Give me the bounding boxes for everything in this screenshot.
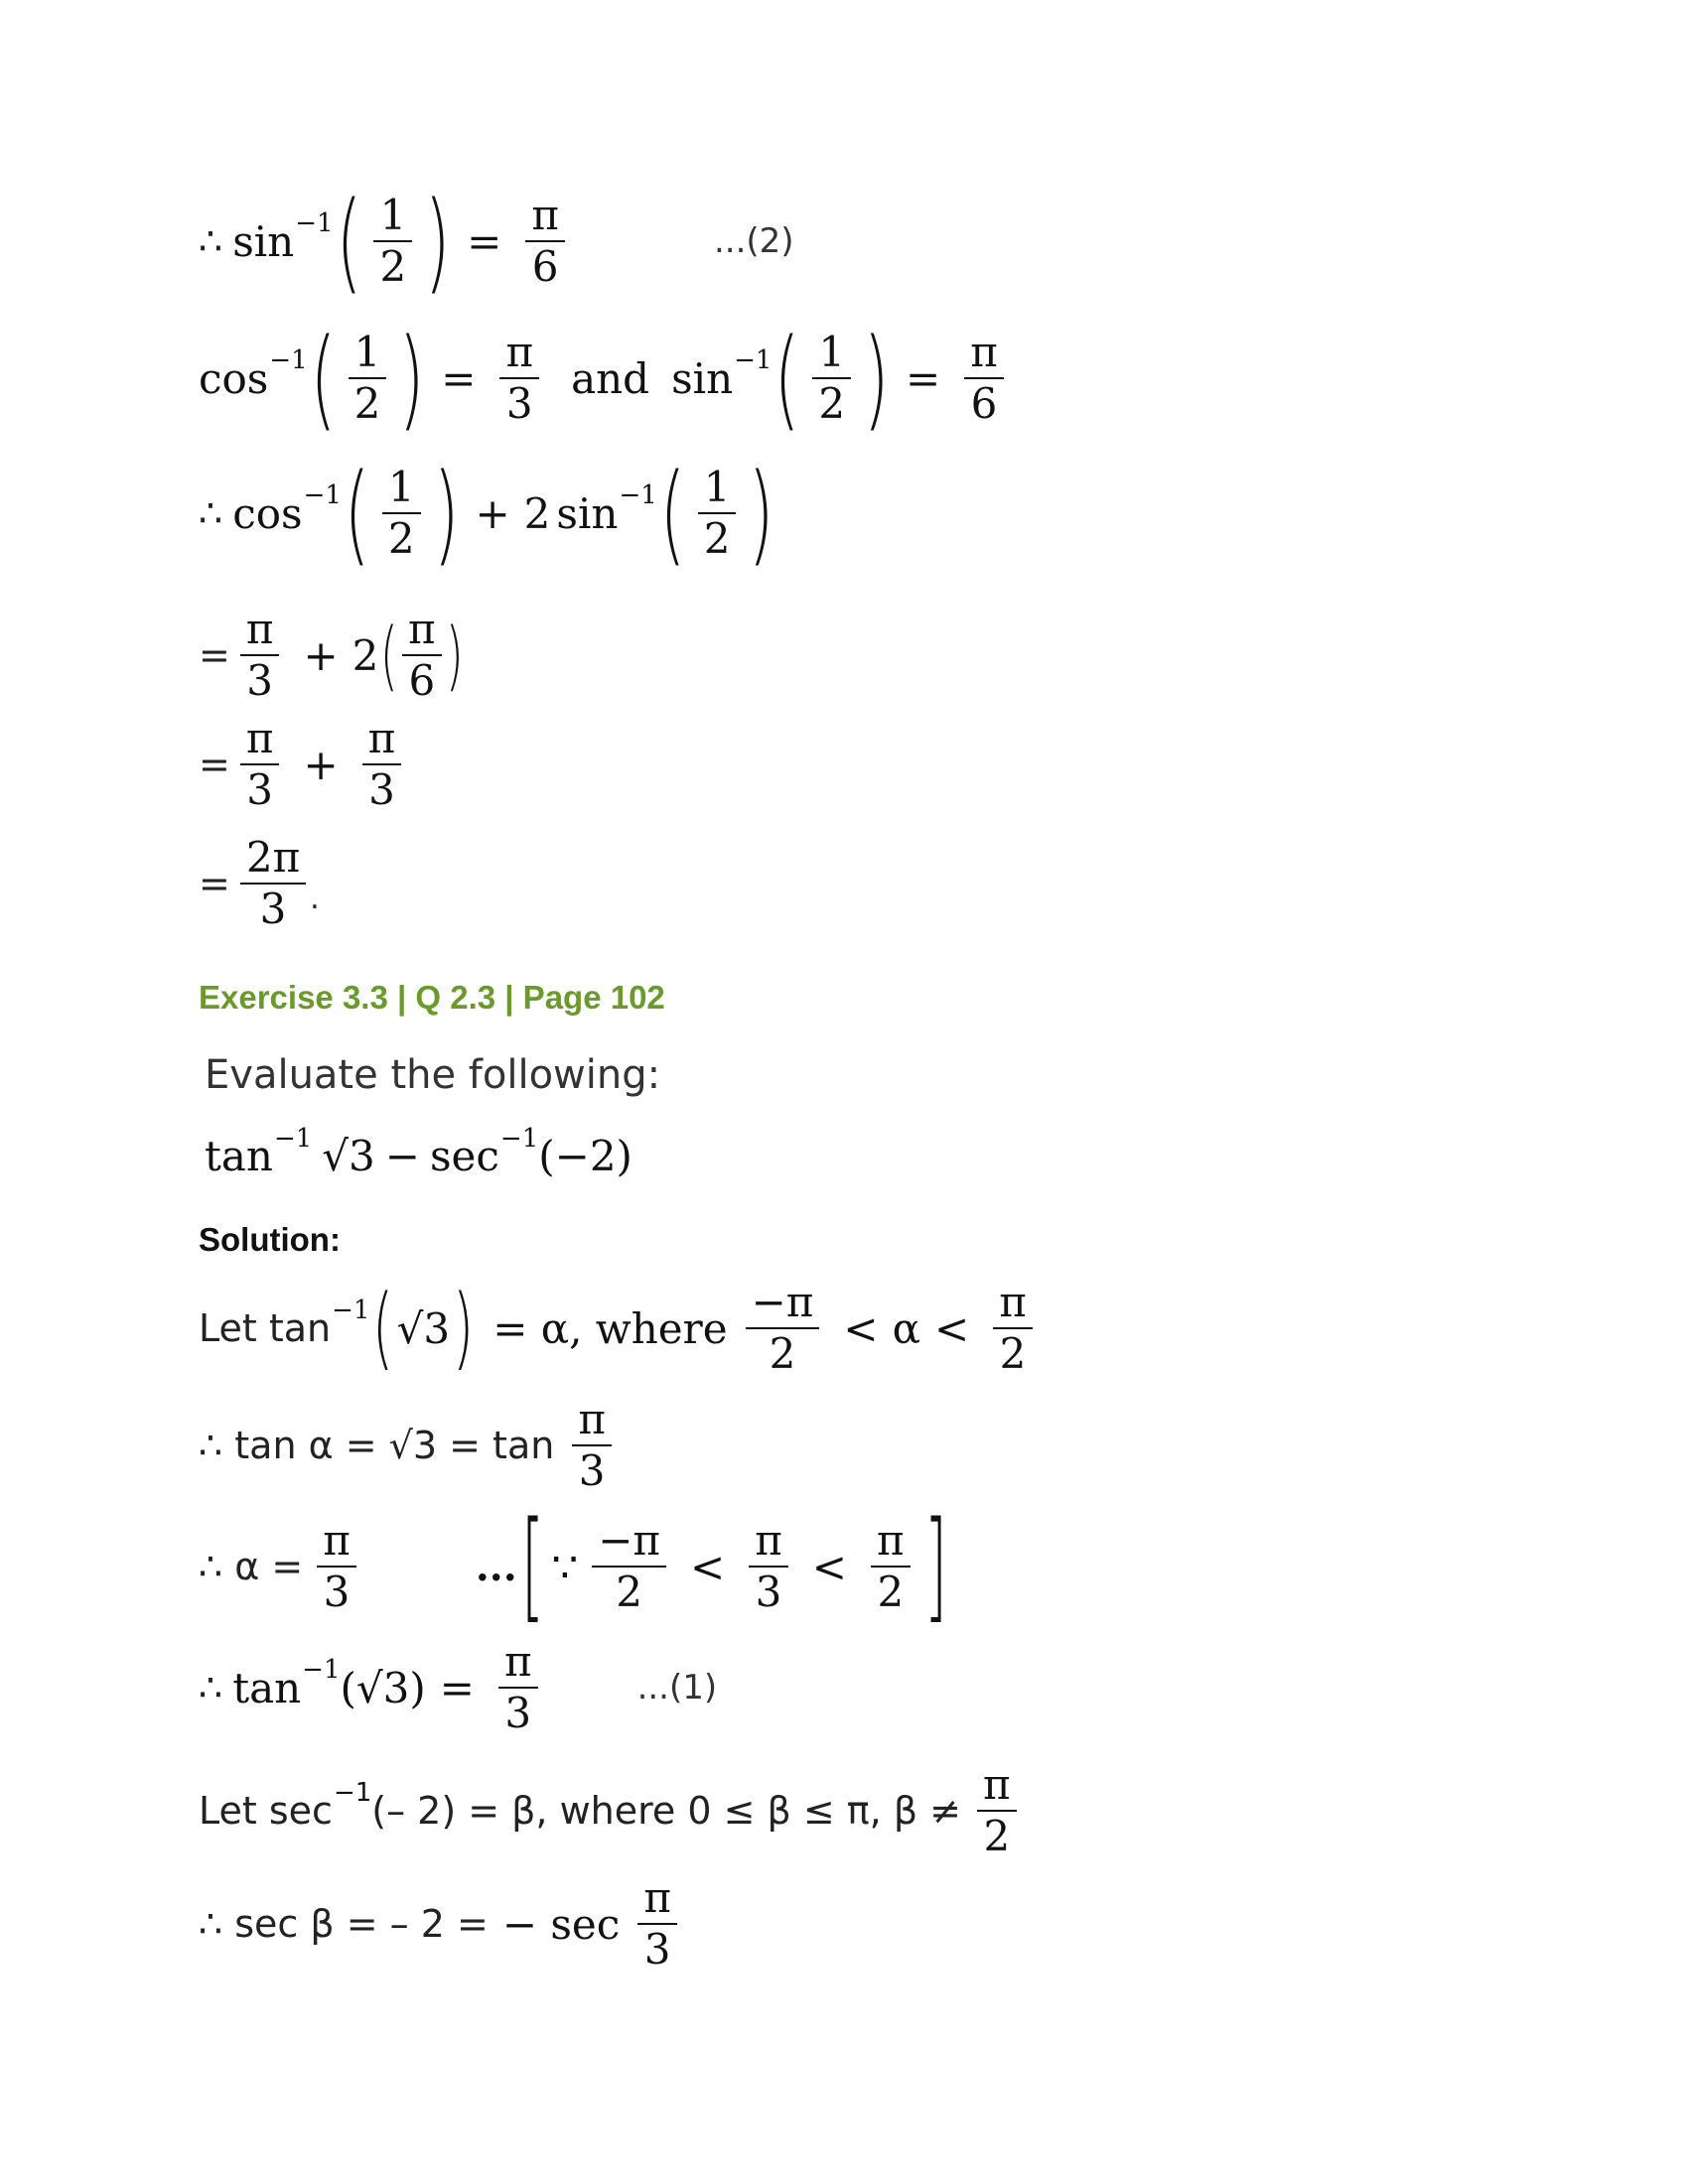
- inverse-sup: −1: [269, 345, 308, 375]
- solution-line-tan-alpha: [199, 1395, 622, 1496]
- right-paren: ): [424, 178, 451, 305]
- right-paren: ): [445, 611, 464, 700]
- right-paren: ): [453, 1276, 475, 1381]
- left-paren: (: [336, 178, 361, 305]
- let-sec-label: Let sec: [199, 1789, 333, 1834]
- equals-sign: =: [441, 353, 477, 403]
- fraction-one-half: $\frac{1}{2}$: [349, 331, 387, 426]
- left-paren: (: [659, 450, 686, 577]
- eq-alpha-where: = α, where: [492, 1303, 728, 1353]
- equals-sign: =: [199, 862, 230, 906]
- equals-sign: =: [439, 1663, 475, 1712]
- fn-sin: sin: [556, 488, 619, 538]
- inverse-sup: −1: [619, 480, 657, 510]
- less-than: <: [933, 1303, 970, 1353]
- left-paren: (: [310, 315, 337, 442]
- fn-tan: tan: [232, 1663, 302, 1712]
- solution-line-sec-beta: [199, 1873, 687, 1975]
- because-symbol: ∵: [551, 1542, 579, 1591]
- less-than: <: [843, 1303, 879, 1353]
- equals-sign: =: [199, 743, 230, 787]
- fraction-pi-three: $\frac{\pi}{3}$: [362, 717, 402, 812]
- fraction-pi-six: $\frac{\pi}{6}$: [525, 194, 565, 289]
- fn-cos: cos: [232, 488, 303, 538]
- inverse-sup: −1: [734, 345, 773, 375]
- fn-sin: sin: [232, 216, 295, 266]
- solution-line-alpha: [199, 1497, 950, 1635]
- equals-sign: =: [906, 353, 941, 403]
- right-bracket: ]: [923, 1497, 947, 1635]
- alpha: α: [892, 1303, 920, 1353]
- fn-sec: sec: [429, 1132, 499, 1180]
- arg-neg-two: (−2): [538, 1132, 633, 1180]
- let-tan-label: Let tan: [199, 1306, 332, 1351]
- eq-line-result: [199, 833, 320, 934]
- equation-ref-2: ...(2): [713, 221, 794, 261]
- exercise-heading: Exercise 3.3 | Q 2.3 | Page 102: [199, 979, 665, 1016]
- eq-line-cos-and-sin: [199, 315, 1014, 442]
- right-paren: ): [398, 315, 425, 442]
- equals-sign: =: [467, 216, 502, 266]
- fraction-one-half: $\frac{1}{2}$: [373, 194, 412, 289]
- period: .: [310, 881, 320, 916]
- solution-label: Solution:: [199, 1221, 341, 1258]
- eq-line-sum-expression: [199, 450, 776, 577]
- inverse-sup: −1: [295, 208, 334, 238]
- alpha-equals-text: ∴ α =: [199, 1545, 304, 1588]
- fraction-pi-three: $\frac{\pi}{3}$: [499, 331, 539, 426]
- let-tan-text: [199, 1306, 331, 1350]
- inverse-sup: −1: [333, 1778, 372, 1809]
- left-paren: (: [774, 315, 800, 442]
- eq-line-sin-half: [199, 178, 794, 305]
- inverse-sup: −1: [303, 480, 342, 510]
- fn-cos: cos: [199, 353, 269, 403]
- left-paren: (: [372, 1276, 394, 1381]
- coefficient-two: 2: [523, 488, 551, 538]
- fraction-neg-pi-two: $\frac{-\pi}{2}$: [746, 1281, 820, 1376]
- equation-ref-1: ...(1): [636, 1668, 718, 1708]
- eq-line-step-2: [199, 714, 411, 815]
- fraction-pi-three: $\frac{\pi}{3}$: [572, 1398, 612, 1493]
- fraction-pi-six: $\frac{\pi}{6}$: [402, 608, 442, 703]
- left-bracket: [: [520, 1497, 544, 1635]
- solution-line-let-sec: [199, 1760, 1027, 1861]
- minus-sign: −: [384, 1132, 420, 1180]
- fraction-pi-six: $\frac{\pi}{6}$: [964, 331, 1004, 426]
- less-than: <: [689, 1542, 726, 1591]
- fn-tan: tan: [205, 1132, 273, 1180]
- fraction-pi-three: $\frac{\pi}{3}$: [317, 1519, 356, 1614]
- fn-sin: sin: [671, 353, 734, 403]
- word-and: and: [571, 353, 650, 403]
- fraction-pi-three: $\frac{\pi}{3}$: [498, 1640, 538, 1735]
- plus-sign: +: [303, 740, 339, 789]
- fraction-one-half: $\frac{1}{2}$: [382, 466, 421, 561]
- sqrt-three: √3: [322, 1132, 375, 1180]
- fraction-pi-three: $\frac{\pi}{3}$: [637, 1876, 677, 1972]
- eq-line-step-1: [199, 605, 465, 706]
- sec-beta-text: ∴ sec β = – 2 =: [199, 1902, 489, 1947]
- ellipsis: ...: [475, 1543, 517, 1590]
- left-paren: (: [380, 611, 399, 700]
- inverse-sup: −1: [273, 1123, 313, 1154]
- solution-line-tan-result: [199, 1637, 718, 1738]
- right-paren: ): [749, 450, 774, 577]
- fraction-two-pi-three: $\frac{2\pi}{3}$: [240, 836, 306, 931]
- inverse-sup: −1: [499, 1123, 539, 1154]
- equals-sign: =: [199, 633, 230, 678]
- fraction-neg-pi-two: $\frac{-\pi}{2}$: [592, 1519, 666, 1614]
- therefore-symbol: ∴: [199, 219, 223, 263]
- left-paren: (: [344, 450, 370, 577]
- fraction-one-half: $\frac{1}{2}$: [698, 466, 737, 561]
- solution-line-let-tan: [199, 1276, 1043, 1381]
- arg-sqrt-three: (√3): [340, 1663, 426, 1712]
- fraction-pi-two: $\frac{\pi}{2}$: [977, 1763, 1017, 1858]
- fraction-pi-three: $\frac{\pi}{3}$: [749, 1519, 788, 1614]
- plus-sign: +: [475, 488, 510, 538]
- fraction-pi-two: $\frac{\pi}{2}$: [993, 1281, 1033, 1376]
- coefficient-two: 2: [352, 630, 379, 680]
- inverse-sup: −1: [302, 1655, 341, 1686]
- therefore-symbol: ∴: [199, 1666, 223, 1710]
- sqrt-three: √3: [396, 1303, 451, 1353]
- fraction-pi-two: $\frac{\pi}{2}$: [871, 1519, 911, 1614]
- less-than: <: [811, 1542, 847, 1591]
- tan-alpha-text: ∴ tan α = √3 = tan: [199, 1424, 555, 1468]
- inverse-sup: −1: [332, 1296, 370, 1326]
- question-expression: [205, 1123, 633, 1180]
- therefore-symbol: ∴: [199, 491, 223, 535]
- fraction-pi-three: $\frac{\pi}{3}$: [240, 717, 280, 812]
- question-prompt: Evaluate the following:: [205, 1052, 661, 1098]
- neg-sec: − sec: [501, 1899, 621, 1949]
- let-sec-rest: (– 2) = β, where 0 ≤ β ≤ π, β ≠: [371, 1789, 961, 1834]
- right-paren: ): [863, 315, 890, 442]
- fraction-one-half: $\frac{1}{2}$: [812, 331, 851, 426]
- plus-sign: +: [303, 630, 339, 680]
- fraction-pi-three: $\frac{\pi}{3}$: [240, 608, 280, 703]
- right-paren: ): [433, 450, 459, 577]
